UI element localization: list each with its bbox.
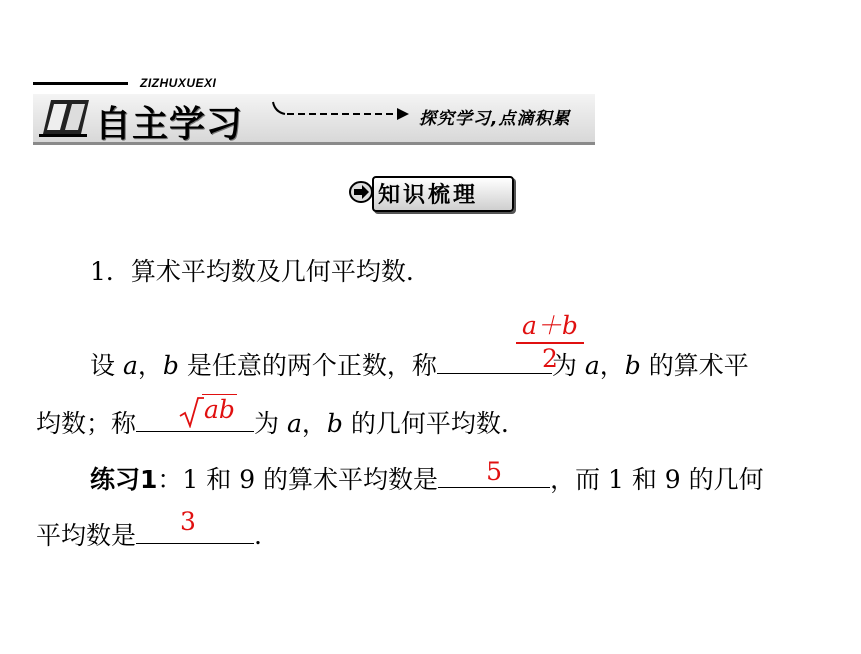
text: 均数；称	[36, 409, 137, 438]
sqrt-sign-icon	[178, 396, 204, 428]
blank-exercise-arithmetic	[438, 457, 550, 488]
var-b: b	[624, 351, 641, 380]
banner-slogan: 探究学习,点滴积累	[419, 109, 571, 129]
definition-line-1	[90, 343, 749, 382]
exercise-line-2	[36, 507, 262, 552]
section-title: 知识梳理	[378, 183, 479, 208]
exercise-line-1	[90, 457, 764, 496]
arrow-badge-icon	[348, 180, 376, 204]
text: 是任意的两个正数，称	[178, 351, 437, 380]
answer-3: 3	[180, 507, 196, 536]
text: ，	[137, 351, 163, 380]
var-a: a	[286, 409, 302, 438]
text: 为	[254, 409, 280, 438]
arrow-icon	[271, 100, 411, 126]
banner-rule	[33, 82, 128, 85]
text: 的算术平	[640, 351, 749, 380]
var-a: a	[122, 351, 138, 380]
item-heading: 1．算术平均数及几何平均数.	[90, 257, 414, 286]
exercise-label: 练习1	[90, 465, 158, 494]
answer-arithmetic-mean	[516, 312, 584, 372]
sqrt-radicand: ab	[204, 395, 235, 424]
text: ，而 1 和 9 的几何	[550, 465, 764, 494]
text: .	[254, 521, 262, 550]
blank-exercise-geometric	[136, 507, 254, 544]
text: ，	[599, 351, 625, 380]
text: 平均数是	[36, 521, 137, 550]
fraction-numerator: a＋b	[522, 311, 578, 340]
var-b: b	[162, 351, 179, 380]
banner-title: 自主学习	[95, 104, 244, 145]
section-banner	[33, 76, 595, 145]
text: 的几何平均数.	[342, 409, 509, 438]
text: 设	[90, 351, 116, 380]
text: ，	[301, 409, 327, 438]
var-b: b	[326, 409, 343, 438]
fraction-denominator: 2	[542, 343, 558, 373]
banner-pinyin: ZIZHUXUEXI	[140, 76, 217, 90]
book-icon	[37, 96, 93, 138]
definition-line-2	[36, 404, 509, 440]
text: ：1 和 9 的算术平均数是	[157, 465, 439, 494]
text: 为	[551, 351, 577, 380]
answer-5: 5	[486, 457, 503, 486]
var-a: a	[584, 351, 600, 380]
section-heading	[348, 176, 512, 210]
